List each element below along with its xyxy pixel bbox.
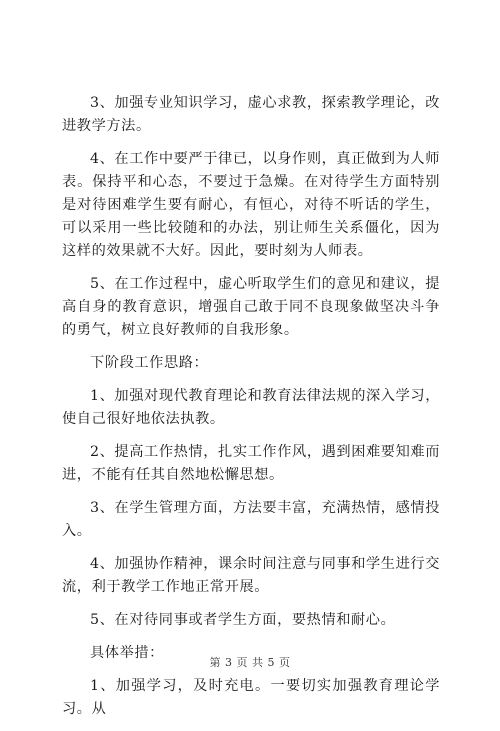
paragraph-8: 4、加强协作精神，课余时间注意与同事和学生进行交流，利于教学工作地正常开展。 [62,556,440,595]
section-heading-next-stage: 下阶段工作思路： [90,355,209,371]
paragraph-7: 3、在学生管理方面，方法要丰富，充满热情，感情投入。 [62,500,440,539]
page-number-footer: 第 3 页 共 5 页 [209,656,291,669]
paragraph-3: 5、在工作过程中，虚心听取学生们的意见和建议，提高自身的教育意识，增强自己敢于同不良现象做坚决斗争的勇气，树立良好教师的自我形象。 [62,276,440,338]
paragraph-5: 1、加强对现代教育理论和教育法律法规的深入学习，使自己很好地依法执教。 [62,388,440,427]
paragraph-6: 2、提高工作热情，扎实工作作风，遇到困难要知难而进，不能有任其自然地松懈思想。 [62,444,440,483]
section-heading-measures: 具体举措： [90,645,164,661]
paragraph-2: 4、在工作中要严于律已，以身作则，真正做到为人师表。保持平和心态，不要过于急燥。在对待学生方面特别是对待困难学生要有耐心，有恒心，对待不听话的学生，可以采用一些比较随和的办法，别让师生关系僵化，因为这样的效果就不大好。因此，要时刻为人师表。 [62,151,440,259]
document-body [62,92,440,731]
paragraph-1: 3、加强专业知识学习，虚心求教，探索教学理论，改进教学方法。 [62,95,440,134]
paragraph-11: 1、加强学习，及时充电。一要切实加强教育理论学习。从 [62,678,440,717]
paragraph-9: 5、在对待同事或者学生方面，要热情和耐心。 [90,612,396,628]
